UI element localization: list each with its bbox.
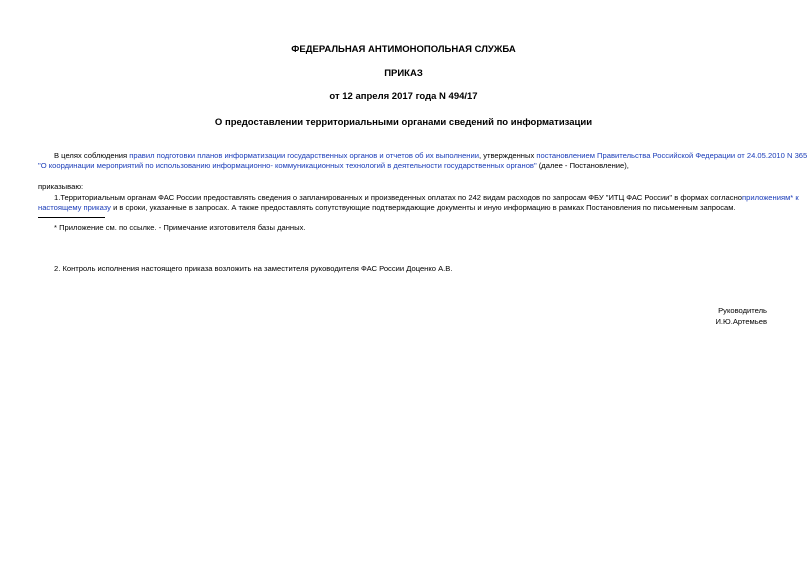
item-1-line-1: [54, 193, 799, 203]
agency-name: ФЕДЕРАЛЬНАЯ АНТИМОНОПОЛЬНАЯ СЛУЖБА: [291, 44, 516, 55]
preamble-text-3: (далее - Постановление),: [536, 161, 629, 170]
signature-role: Руководитель: [718, 306, 767, 315]
order-word: приказываю:: [38, 182, 84, 191]
footnote: * Приложение см. по ссылке. - Примечание изготовителя базы данных.: [54, 223, 306, 232]
date-number: от 12 апреля 2017 года N 494/17: [329, 91, 478, 102]
item-1-text-2: и в сроки, указанные в запросах. А также предоставлять сопутствующие подтверждающие документы и иную информацию в рамках Постановления по письменным запросам.: [110, 203, 736, 212]
signature-name: И.Ю.Артемьев: [715, 317, 767, 326]
item-1-text-1: 1.Территориальным органам ФАС России предоставлять сведения о запланированных и произведенных оплатах по 242 видам расходов по запросам ФБУ "ИТЦ ФАС России" в формах согласно: [54, 193, 742, 202]
resolution-title-link[interactable]: "О координации мероприятий по использованию информационно- коммуникационных технологий в деятельности государственных органов": [38, 161, 537, 170]
preamble-line-1: [54, 151, 807, 161]
item-2: 2. Контроль исполнения настоящего приказа возложить на заместителя руководителя ФАС России Доценко А.В.: [54, 264, 453, 273]
document-title: О предоставлении территориальными органами сведений по информатизации: [214, 117, 593, 128]
doc-type: ПРИКАЗ: [384, 68, 423, 79]
item-1-line-2: [38, 203, 736, 213]
order-link[interactable]: настоящему приказу: [38, 203, 111, 212]
preamble-text-2: , утвержденных: [478, 151, 537, 160]
rules-link[interactable]: правил подготовки планов информатизации государственных органов и отчетов об их выполнении: [129, 151, 479, 160]
appendix-link[interactable]: приложениям* к: [742, 193, 799, 202]
footnote-separator: [38, 217, 105, 218]
resolution-link[interactable]: постановлением Правительства Российской Федерации от 24.05.2010 N 365: [536, 151, 807, 160]
preamble-text-1: В целях соблюдения: [54, 151, 130, 160]
preamble-line-2: [38, 161, 629, 171]
